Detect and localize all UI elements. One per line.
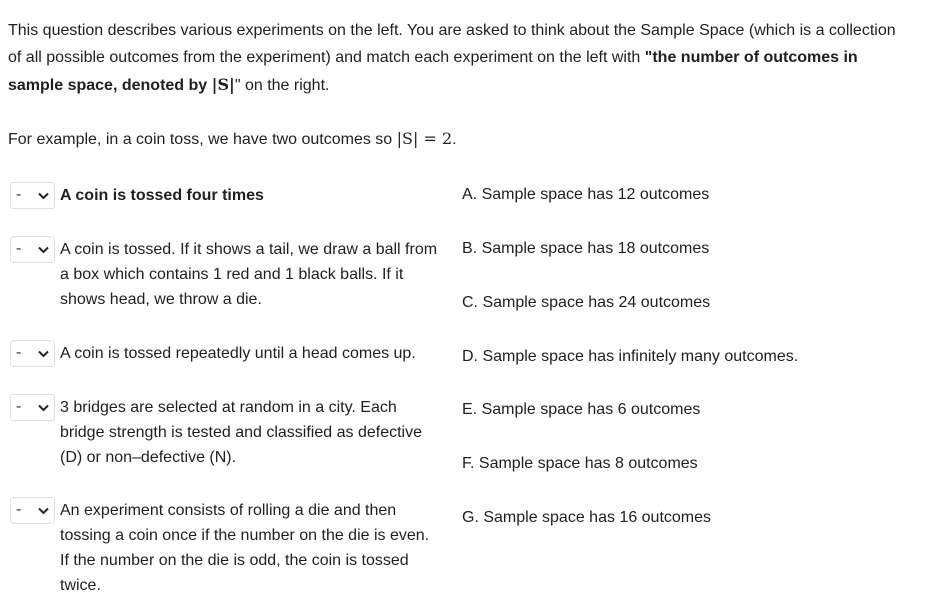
example-math: |S| = 2 [396, 129, 453, 148]
chevron-down-icon [38, 404, 49, 412]
answer-option-a: A. Sample space has 12 outcomes [462, 186, 710, 203]
question-text-4: 3 bridges are selected at random in a city. Each bridge strength is tested and classified as defective (D) or non–defective (N). [60, 399, 422, 466]
example-text [8, 128, 457, 151]
answer-option-c: C. Sample space has 24 outcomes [462, 294, 711, 311]
question-text-5: An experiment consists of rolling a die and then tossing a coin once if the number on the die is even. If the number on the die is odd, the coin is tossed twice. [60, 502, 430, 594]
select-value: - [16, 186, 22, 203]
instructions-end: " on the right. [234, 77, 330, 94]
question-text-2: A coin is tossed. If it shows a tail, we draw a ball from a box which contains 1 red and 1 black balls. If it shows head, we throw a die. [60, 241, 438, 308]
question-text-1: A coin is tossed four times [60, 187, 264, 204]
question-text-3: A coin is tossed repeatedly until a head comes up. [60, 345, 416, 362]
answer-option-d: D. Sample space has infinitely many outcomes. [462, 348, 799, 365]
answer-option-g: G. Sample space has 16 outcomes [462, 509, 712, 526]
select-value: - [16, 398, 22, 415]
answer-option-e: E. Sample space has 6 outcomes [462, 401, 701, 418]
example-period: . [452, 131, 457, 148]
select-value: - [16, 344, 22, 361]
sample-space-notation: |S| [211, 75, 235, 94]
chevron-down-icon [38, 507, 49, 515]
chevron-down-icon [38, 192, 49, 200]
answer-option-b: B. Sample space has 18 outcomes [462, 240, 710, 257]
answer-select-2[interactable] [10, 236, 55, 263]
answer-select-3[interactable] [10, 340, 55, 367]
instructions-bold-text: "the number of outcomes in sample space, denoted by [8, 49, 858, 94]
example-sentence: For example, in a coin toss, we have two outcomes so [8, 131, 397, 148]
instructions-text: This question describes various experiments on the left. You are asked to think about the Sample Space (which is a collection of all possible outcomes from the experiment) and match each experiment on the left with [8, 22, 896, 66]
select-value: - [16, 240, 22, 257]
chevron-down-icon [38, 350, 49, 358]
answer-option-f: F. Sample space has 8 outcomes [462, 455, 698, 472]
answer-select-4[interactable] [10, 394, 55, 421]
select-value: - [16, 501, 22, 518]
chevron-down-icon [38, 246, 49, 254]
answer-select-5[interactable] [10, 497, 55, 524]
answer-select-1[interactable] [10, 182, 55, 209]
instructions [8, 17, 908, 99]
